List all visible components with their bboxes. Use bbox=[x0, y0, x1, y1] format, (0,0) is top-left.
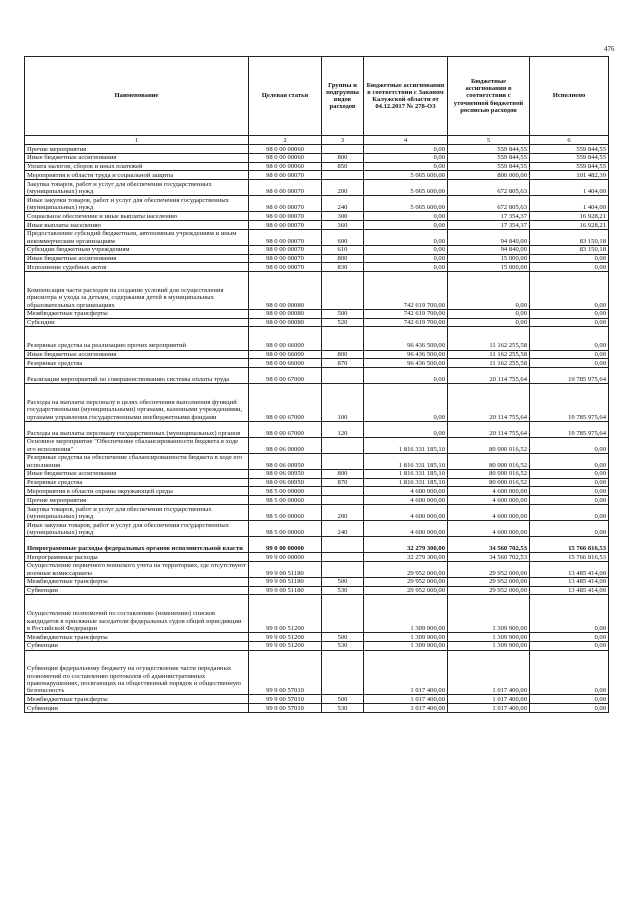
row-type: 850 bbox=[322, 162, 364, 171]
row-type: 500 bbox=[322, 695, 364, 704]
row-type: 800 bbox=[322, 350, 364, 359]
row-executed: 0,00 bbox=[530, 695, 609, 704]
row-code: 98 0 00 67000 bbox=[249, 368, 322, 384]
header-adjusted: Бюджетные ассигнования в соответствии с уточненной бюджетной росписью расходов bbox=[448, 57, 530, 136]
header-executed: Исполнено bbox=[530, 57, 609, 136]
row-adjusted: 559 844,55 bbox=[448, 162, 530, 171]
row-budget: 1 816 331 185,10 bbox=[364, 469, 448, 478]
row-code: 99 9 00 57010 bbox=[249, 695, 322, 704]
row-budget: 0,00 bbox=[364, 153, 448, 162]
table-row bbox=[25, 359, 609, 368]
row-type bbox=[322, 552, 364, 561]
table-row bbox=[25, 327, 609, 350]
row-name: Иные бюджетные ассигнования bbox=[25, 469, 249, 478]
row-adjusted: 29 952 000,00 bbox=[448, 586, 530, 595]
row-code: 98 0 00 00070 bbox=[249, 229, 322, 245]
row-adjusted: 11 162 255,58 bbox=[448, 359, 530, 368]
table-row bbox=[25, 180, 609, 196]
row-budget: 0,00 bbox=[364, 145, 448, 154]
row-type: 500 bbox=[322, 632, 364, 641]
row-name: Мероприятия в области охраны окружающей среды bbox=[25, 487, 249, 496]
row-executed: 559 844,55 bbox=[530, 145, 609, 154]
row-budget: 5 065 600,00 bbox=[364, 171, 448, 180]
table-row bbox=[25, 263, 609, 272]
row-type: 120 bbox=[322, 421, 364, 437]
page-number: 476 bbox=[604, 45, 615, 53]
row-executed: 13 485 414,00 bbox=[530, 586, 609, 595]
row-adjusted: 11 162 255,58 bbox=[448, 327, 530, 350]
row-code: 98 0 00 67000 bbox=[249, 384, 322, 422]
row-budget: 29 952 000,00 bbox=[364, 577, 448, 586]
table-row bbox=[25, 650, 609, 695]
row-budget: 1 816 331 185,10 bbox=[364, 437, 448, 453]
column-number: 6 bbox=[530, 136, 609, 145]
row-executed: 0,00 bbox=[530, 272, 609, 310]
table-row bbox=[25, 368, 609, 384]
table-row bbox=[25, 536, 609, 552]
row-adjusted: 0,00 bbox=[448, 309, 530, 318]
row-executed: 0,00 bbox=[530, 469, 609, 478]
row-budget: 1 017 400,00 bbox=[364, 704, 448, 713]
row-budget: 742 619 700,00 bbox=[364, 272, 448, 310]
row-adjusted: 80 000 016,52 bbox=[448, 469, 530, 478]
row-budget: 4 600 000,00 bbox=[364, 487, 448, 496]
row-code: 98 0 00 00060 bbox=[249, 162, 322, 171]
table-row bbox=[25, 496, 609, 505]
row-executed: 19 785 975,64 bbox=[530, 368, 609, 384]
table-row bbox=[25, 254, 609, 263]
row-adjusted: 15 000,00 bbox=[448, 254, 530, 263]
row-executed: 83 150,18 bbox=[530, 229, 609, 245]
row-executed: 0,00 bbox=[530, 704, 609, 713]
row-type: 610 bbox=[322, 245, 364, 254]
row-budget: 96 436 500,00 bbox=[364, 327, 448, 350]
table-row bbox=[25, 350, 609, 359]
row-type: 520 bbox=[322, 318, 364, 327]
budget-table bbox=[24, 56, 609, 713]
row-executed: 13 485 414,00 bbox=[530, 577, 609, 586]
row-adjusted: 15 000,00 bbox=[448, 263, 530, 272]
table-row bbox=[25, 309, 609, 318]
table-row bbox=[25, 384, 609, 422]
column-number: 2 bbox=[249, 136, 322, 145]
row-name: Основное мероприятие "Обеспечение сбалансированности бюджета в ходе его исполнения" bbox=[25, 437, 249, 453]
table-row bbox=[25, 478, 609, 487]
row-name: Закупка товаров, работ и услуг для обеспечения государственных (муниципальных) нужд bbox=[25, 180, 249, 196]
row-adjusted: 94 840,00 bbox=[448, 245, 530, 254]
row-code: 98 0 00 00070 bbox=[249, 212, 322, 221]
row-budget: 32 279 300,00 bbox=[364, 552, 448, 561]
row-budget: 0,00 bbox=[364, 368, 448, 384]
row-budget: 96 436 500,00 bbox=[364, 359, 448, 368]
row-adjusted: 4 600 000,00 bbox=[448, 504, 530, 520]
row-adjusted: 4 600 000,00 bbox=[448, 520, 530, 536]
row-name: Иные бюджетные ассигнования bbox=[25, 254, 249, 263]
row-code: 99 9 00 51180 bbox=[249, 586, 322, 595]
row-adjusted: 17 354,37 bbox=[448, 220, 530, 229]
row-name: Мероприятия в области труда и социальной защиты bbox=[25, 171, 249, 180]
row-budget: 742 619 700,00 bbox=[364, 309, 448, 318]
row-code: 99 9 00 51180 bbox=[249, 561, 322, 577]
row-name: Межбюджетные трансферты bbox=[25, 632, 249, 641]
row-code: 98 0 00 00070 bbox=[249, 254, 322, 263]
row-budget: 4 600 000,00 bbox=[364, 504, 448, 520]
row-adjusted: 0,00 bbox=[448, 272, 530, 310]
row-code: 98 5 00 00060 bbox=[249, 504, 322, 520]
row-executed: 16 928,21 bbox=[530, 212, 609, 221]
row-code: 98 0 00 00070 bbox=[249, 180, 322, 196]
row-adjusted: 20 114 755,64 bbox=[448, 368, 530, 384]
row-budget: 5 065 600,00 bbox=[364, 196, 448, 212]
column-number-row bbox=[25, 136, 609, 145]
row-executed: 0,00 bbox=[530, 504, 609, 520]
column-number: 5 bbox=[448, 136, 530, 145]
row-name: Расходы на выплаты персоналу государственных (муниципальных) органов bbox=[25, 421, 249, 437]
row-budget: 0,00 bbox=[364, 421, 448, 437]
row-executed: 19 785 975,64 bbox=[530, 384, 609, 422]
table-row bbox=[25, 318, 609, 327]
row-code: 98 0 00 00070 bbox=[249, 245, 322, 254]
row-type bbox=[322, 453, 364, 469]
table-row bbox=[25, 453, 609, 469]
row-adjusted: 0,00 bbox=[448, 318, 530, 327]
row-executed: 0,00 bbox=[530, 309, 609, 318]
row-budget: 1 017 400,00 bbox=[364, 695, 448, 704]
row-adjusted: 1 017 400,00 bbox=[448, 650, 530, 695]
row-type bbox=[322, 327, 364, 350]
row-type: 830 bbox=[322, 263, 364, 272]
table-row bbox=[25, 469, 609, 478]
table-row bbox=[25, 229, 609, 245]
row-executed: 559 844,55 bbox=[530, 153, 609, 162]
row-type bbox=[322, 145, 364, 154]
row-budget: 1 309 900,00 bbox=[364, 632, 448, 641]
row-adjusted: 559 844,55 bbox=[448, 145, 530, 154]
row-code: 99 9 00 51200 bbox=[249, 632, 322, 641]
row-name: Закупка товаров, работ и услуг для обеспечения государственных (муниципальных) нужд bbox=[25, 504, 249, 520]
row-type bbox=[322, 561, 364, 577]
row-code: 99 9 00 51200 bbox=[249, 595, 322, 633]
row-type bbox=[322, 437, 364, 453]
table-row bbox=[25, 504, 609, 520]
row-executed: 0,00 bbox=[530, 641, 609, 650]
row-name: Субвенции федеральному бюджету на осуществление части переданных полномочий по составлению протоколов об административных правонарушениях, посягающих на общественный порядок и общественную безопасность bbox=[25, 650, 249, 695]
row-budget: 4 600 000,00 bbox=[364, 520, 448, 536]
row-adjusted: 559 844,55 bbox=[448, 153, 530, 162]
row-code: 99 9 00 51180 bbox=[249, 577, 322, 586]
row-executed: 1 404,00 bbox=[530, 180, 609, 196]
row-name: Осуществление полномочий по составлению (изменению) списков кандидатов в присяжные заседатели федеральных судов общей юрисдикции в Российской Федерации bbox=[25, 595, 249, 633]
row-type: 500 bbox=[322, 309, 364, 318]
row-name: Резервные средства bbox=[25, 359, 249, 368]
row-executed: 0,00 bbox=[530, 359, 609, 368]
row-type: 530 bbox=[322, 586, 364, 595]
row-type bbox=[322, 536, 364, 552]
row-adjusted: 20 114 755,64 bbox=[448, 421, 530, 437]
row-code: 99 9 00 51200 bbox=[249, 641, 322, 650]
row-code: 98 0 00 00060 bbox=[249, 145, 322, 154]
row-name: Компенсация части расходов на создание условий для осуществления присмотра и ухода за детьми, содержания детей в муниципальных образовательных организациях bbox=[25, 272, 249, 310]
row-budget: 0,00 bbox=[364, 254, 448, 263]
row-adjusted: 800 000,00 bbox=[448, 171, 530, 180]
row-type bbox=[322, 650, 364, 695]
table-row bbox=[25, 595, 609, 633]
row-code: 98 0 00 66000 bbox=[249, 350, 322, 359]
row-name: Резервные средства на обеспечение сбалансированности бюджета в ходе его исполнения bbox=[25, 453, 249, 469]
row-code: 98 0 00 00070 bbox=[249, 220, 322, 229]
row-name: Осуществление первичного воинского учета на территориях, где отсутствуют военные комиссариаты bbox=[25, 561, 249, 577]
header-target: Целевая статья bbox=[249, 57, 322, 136]
row-type: 360 bbox=[322, 220, 364, 229]
row-code: 99 9 00 00000 bbox=[249, 552, 322, 561]
row-executed: 559 844,55 bbox=[530, 162, 609, 171]
row-executed: 83 150,18 bbox=[530, 245, 609, 254]
row-name: Непрограммные расходы bbox=[25, 552, 249, 561]
row-executed: 1 404,00 bbox=[530, 196, 609, 212]
row-budget: 29 952 000,00 bbox=[364, 586, 448, 595]
row-executed: 0,00 bbox=[530, 350, 609, 359]
table-row bbox=[25, 641, 609, 650]
table-row bbox=[25, 487, 609, 496]
row-adjusted: 34 560 702,53 bbox=[448, 536, 530, 552]
table-row bbox=[25, 272, 609, 310]
row-adjusted: 94 840,00 bbox=[448, 229, 530, 245]
table-row bbox=[25, 153, 609, 162]
header-budget: Бюджетные ассигнования в соответствии с Законом Калужской области от 04.12.2017 № 278-ОЗ bbox=[364, 57, 448, 136]
row-code: 98 0 06 00950 bbox=[249, 469, 322, 478]
row-type: 800 bbox=[322, 153, 364, 162]
table-row bbox=[25, 220, 609, 229]
row-type bbox=[322, 171, 364, 180]
row-budget: 0,00 bbox=[364, 384, 448, 422]
row-adjusted: 17 354,37 bbox=[448, 212, 530, 221]
row-adjusted: 80 000 016,52 bbox=[448, 453, 530, 469]
table-row bbox=[25, 437, 609, 453]
row-budget: 1 816 331 185,10 bbox=[364, 453, 448, 469]
row-executed: 0,00 bbox=[530, 520, 609, 536]
row-adjusted: 1 309 900,00 bbox=[448, 595, 530, 633]
row-type: 300 bbox=[322, 212, 364, 221]
row-code: 98 0 00 00070 bbox=[249, 196, 322, 212]
table-row bbox=[25, 421, 609, 437]
row-type: 100 bbox=[322, 384, 364, 422]
row-code: 98 0 00 00060 bbox=[249, 153, 322, 162]
row-executed: 0,00 bbox=[530, 595, 609, 633]
row-name: Иные бюджетные ассигнования bbox=[25, 153, 249, 162]
row-name: Прочие мероприятия bbox=[25, 496, 249, 505]
row-code: 98 0 00 00080 bbox=[249, 309, 322, 318]
row-executed: 0,00 bbox=[530, 478, 609, 487]
row-budget: 0,00 bbox=[364, 162, 448, 171]
row-name: Иные выплаты населению bbox=[25, 220, 249, 229]
row-adjusted: 80 000 016,52 bbox=[448, 437, 530, 453]
table-row bbox=[25, 162, 609, 171]
row-adjusted: 29 952 000,00 bbox=[448, 577, 530, 586]
row-name: Резервные средства на реализацию прочих мероприятий bbox=[25, 327, 249, 350]
row-executed: 0,00 bbox=[530, 263, 609, 272]
row-type bbox=[322, 487, 364, 496]
row-type: 530 bbox=[322, 704, 364, 713]
row-code: 98 0 06 00000 bbox=[249, 437, 322, 453]
row-adjusted: 29 952 000,00 bbox=[448, 561, 530, 577]
row-executed: 0,00 bbox=[530, 437, 609, 453]
row-name: Иные закупки товаров, работ и услуг для обеспечения государственных (муниципальных) нужд bbox=[25, 196, 249, 212]
row-budget: 29 952 000,00 bbox=[364, 561, 448, 577]
column-number: 1 bbox=[25, 136, 249, 145]
row-budget: 0,00 bbox=[364, 245, 448, 254]
header-row bbox=[25, 57, 609, 136]
row-code: 99 0 00 00000 bbox=[249, 536, 322, 552]
row-adjusted: 1 309 900,00 bbox=[448, 641, 530, 650]
row-code: 98 0 06 00950 bbox=[249, 478, 322, 487]
row-executed: 19 785 975,64 bbox=[530, 421, 609, 437]
row-adjusted: 672 805,63 bbox=[448, 196, 530, 212]
row-type: 200 bbox=[322, 504, 364, 520]
row-type: 200 bbox=[322, 180, 364, 196]
row-adjusted: 4 600 000,00 bbox=[448, 487, 530, 496]
row-code: 98 0 00 00080 bbox=[249, 318, 322, 327]
row-type bbox=[322, 368, 364, 384]
table-row bbox=[25, 145, 609, 154]
row-budget: 32 279 300,00 bbox=[364, 536, 448, 552]
table-row bbox=[25, 586, 609, 595]
row-name: Межбюджетные трансферты bbox=[25, 577, 249, 586]
row-executed: 0,00 bbox=[530, 632, 609, 641]
row-name: Прочие мероприятия bbox=[25, 145, 249, 154]
row-code: 98 0 00 00070 bbox=[249, 263, 322, 272]
row-type: 800 bbox=[322, 254, 364, 263]
row-adjusted: 80 000 016,52 bbox=[448, 478, 530, 487]
row-adjusted: 11 162 255,58 bbox=[448, 350, 530, 359]
row-code: 98 0 00 66000 bbox=[249, 327, 322, 350]
row-code: 98 0 06 00950 bbox=[249, 453, 322, 469]
row-type bbox=[322, 595, 364, 633]
table-row bbox=[25, 561, 609, 577]
row-executed: 0,00 bbox=[530, 487, 609, 496]
row-name: Межбюджетные трансферты bbox=[25, 695, 249, 704]
row-code: 98 5 00 00000 bbox=[249, 487, 322, 496]
row-budget: 1 309 900,00 bbox=[364, 595, 448, 633]
row-executed: 0,00 bbox=[530, 496, 609, 505]
table-row bbox=[25, 552, 609, 561]
row-budget: 1 309 900,00 bbox=[364, 641, 448, 650]
row-name: Резервные средства bbox=[25, 478, 249, 487]
row-code: 98 0 00 66000 bbox=[249, 359, 322, 368]
table-row bbox=[25, 520, 609, 536]
row-name: Реализация мероприятий по совершенствованию системы оплаты труда bbox=[25, 368, 249, 384]
row-executed: 15 766 816,53 bbox=[530, 536, 609, 552]
row-code: 99 9 00 57010 bbox=[249, 650, 322, 695]
row-budget: 1 017 400,00 bbox=[364, 650, 448, 695]
row-type: 870 bbox=[322, 478, 364, 487]
table-body bbox=[25, 145, 609, 713]
row-adjusted: 672 805,63 bbox=[448, 180, 530, 196]
row-type: 500 bbox=[322, 577, 364, 586]
row-executed: 15 766 816,53 bbox=[530, 552, 609, 561]
row-adjusted: 1 017 400,00 bbox=[448, 704, 530, 713]
table-row bbox=[25, 245, 609, 254]
table-row bbox=[25, 577, 609, 586]
row-adjusted: 34 560 702,53 bbox=[448, 552, 530, 561]
row-name: Предоставление субсидий бюджетным, автономным учреждениям и иным некоммерческим организациям bbox=[25, 229, 249, 245]
row-code: 98 0 00 67000 bbox=[249, 421, 322, 437]
row-code: 98 0 00 00080 bbox=[249, 272, 322, 310]
row-budget: 0,00 bbox=[364, 229, 448, 245]
row-type: 530 bbox=[322, 641, 364, 650]
table-row bbox=[25, 212, 609, 221]
row-executed: 101 482,39 bbox=[530, 171, 609, 180]
row-budget: 0,00 bbox=[364, 212, 448, 221]
row-executed: 0,00 bbox=[530, 318, 609, 327]
row-name: Межбюджетные трансферты bbox=[25, 309, 249, 318]
row-budget: 5 065 600,00 bbox=[364, 180, 448, 196]
row-name: Иные закупки товаров, работ и услуг для обеспечения государственных (муниципальных) нужд bbox=[25, 520, 249, 536]
row-budget: 96 436 500,00 bbox=[364, 350, 448, 359]
table-row bbox=[25, 171, 609, 180]
row-adjusted: 4 600 000,00 bbox=[448, 496, 530, 505]
row-executed: 0,00 bbox=[530, 254, 609, 263]
row-name: Субвенции bbox=[25, 586, 249, 595]
row-code: 98 0 00 00070 bbox=[249, 171, 322, 180]
row-name: Иные бюджетные ассигнования bbox=[25, 350, 249, 359]
row-adjusted: 1 309 900,00 bbox=[448, 632, 530, 641]
header-group: Группы и подгруппы видов расходов bbox=[322, 57, 364, 136]
row-code: 98 5 00 00060 bbox=[249, 496, 322, 505]
row-budget: 1 816 331 185,10 bbox=[364, 478, 448, 487]
row-budget: 0,00 bbox=[364, 220, 448, 229]
row-name: Субвенции bbox=[25, 641, 249, 650]
row-type: 240 bbox=[322, 196, 364, 212]
header-name: Наименование bbox=[25, 57, 249, 136]
row-type bbox=[322, 272, 364, 310]
table-row bbox=[25, 196, 609, 212]
row-budget: 4 600 000,00 bbox=[364, 496, 448, 505]
table-row bbox=[25, 632, 609, 641]
row-type: 800 bbox=[322, 469, 364, 478]
row-executed: 0,00 bbox=[530, 453, 609, 469]
row-name: Расходы на выплаты персоналу в целях обеспечения выполнения функций государственными (муниципальными) органами, казенными учреждениями, органами управления государственными внебюджетными фондами bbox=[25, 384, 249, 422]
row-budget: 0,00 bbox=[364, 263, 448, 272]
row-type: 870 bbox=[322, 359, 364, 368]
row-adjusted: 20 114 755,64 bbox=[448, 384, 530, 422]
row-name: Социальное обеспечение и иные выплаты населению bbox=[25, 212, 249, 221]
row-name: Уплата налогов, сборов и иных платежей bbox=[25, 162, 249, 171]
row-name: Непрограммные расходы федеральных органов исполнительной власти bbox=[25, 536, 249, 552]
row-code: 98 5 00 00060 bbox=[249, 520, 322, 536]
column-number: 4 bbox=[364, 136, 448, 145]
table-row bbox=[25, 695, 609, 704]
row-name: Субсидии bbox=[25, 318, 249, 327]
row-name: Субсидии бюджетным учреждениям bbox=[25, 245, 249, 254]
row-type: 600 bbox=[322, 229, 364, 245]
row-executed: 0,00 bbox=[530, 650, 609, 695]
row-name: Исполнение судебных актов bbox=[25, 263, 249, 272]
row-adjusted: 1 017 400,00 bbox=[448, 695, 530, 704]
row-name: Субвенции bbox=[25, 704, 249, 713]
row-code: 99 9 00 57010 bbox=[249, 704, 322, 713]
row-executed: 16 928,21 bbox=[530, 220, 609, 229]
column-number: 3 bbox=[322, 136, 364, 145]
row-executed: 13 485 414,00 bbox=[530, 561, 609, 577]
table-row bbox=[25, 704, 609, 713]
row-type bbox=[322, 496, 364, 505]
row-executed: 0,00 bbox=[530, 327, 609, 350]
row-type: 240 bbox=[322, 520, 364, 536]
row-budget: 742 619 700,00 bbox=[364, 318, 448, 327]
